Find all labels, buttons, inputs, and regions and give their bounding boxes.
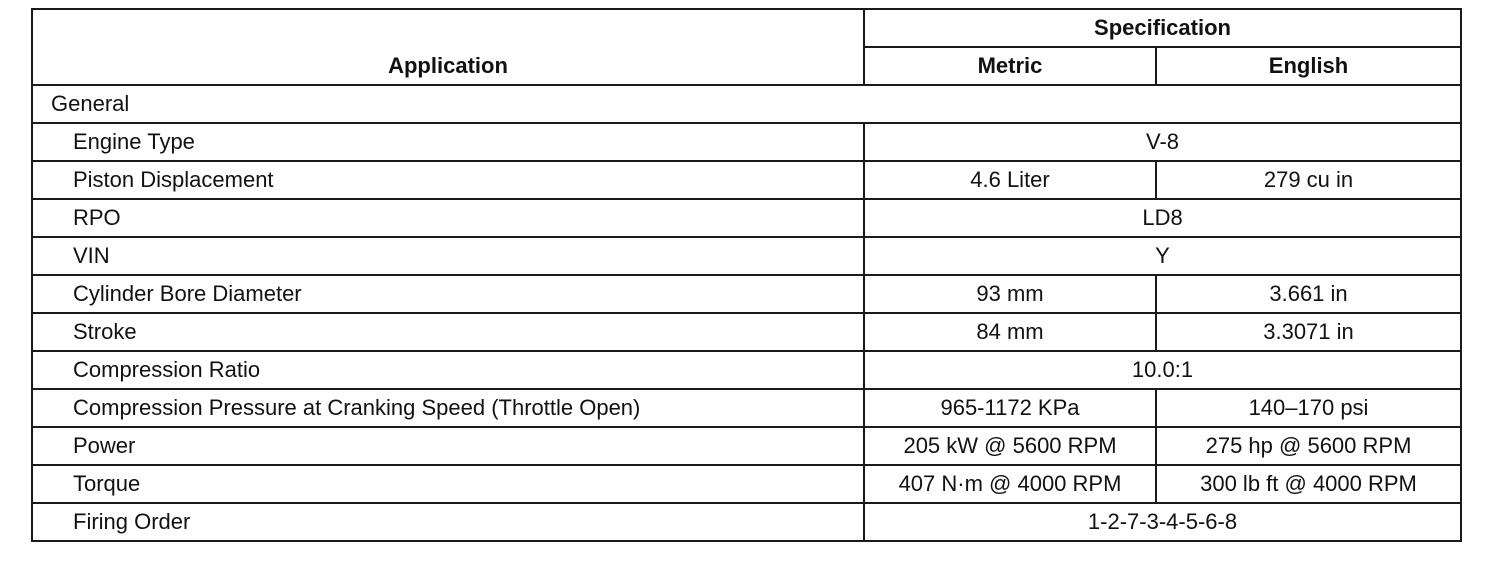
table-row	[32, 313, 1461, 351]
metric-value: 93 mm	[864, 275, 1156, 313]
english-value: 3.661 in	[1156, 275, 1461, 313]
row-label: Firing Order	[32, 503, 864, 541]
specification-header: Specification	[864, 9, 1461, 47]
row-label: RPO	[32, 199, 864, 237]
english-header: English	[1156, 47, 1461, 85]
english-value: 3.3071 in	[1156, 313, 1461, 351]
metric-header: Metric	[864, 47, 1156, 85]
combined-value: LD8	[864, 199, 1461, 237]
engine-specification-table	[31, 8, 1462, 542]
english-value: 300 lb ft @ 4000 RPM	[1156, 465, 1461, 503]
table-row	[32, 503, 1461, 541]
table-row	[32, 465, 1461, 503]
metric-value: 965-1172 KPa	[864, 389, 1156, 427]
table-row	[32, 123, 1461, 161]
row-label: Stroke	[32, 313, 864, 351]
row-label: Power	[32, 427, 864, 465]
metric-value: 4.6 Liter	[864, 161, 1156, 199]
row-label: Cylinder Bore Diameter	[32, 275, 864, 313]
table-row	[32, 275, 1461, 313]
row-label: Compression Ratio	[32, 351, 864, 389]
combined-value: Y	[864, 237, 1461, 275]
english-value: 279 cu in	[1156, 161, 1461, 199]
table-row	[32, 161, 1461, 199]
application-header: Application	[32, 9, 864, 85]
combined-value: 1-2-7-3-4-5-6-8	[864, 503, 1461, 541]
section-label-general: General	[32, 85, 1461, 123]
english-value: 140–170 psi	[1156, 389, 1461, 427]
table-row	[32, 237, 1461, 275]
row-label: Engine Type	[32, 123, 864, 161]
combined-value: V-8	[864, 123, 1461, 161]
row-label: Compression Pressure at Cranking Speed (Throttle Open)	[32, 389, 864, 427]
metric-value: 84 mm	[864, 313, 1156, 351]
row-label: VIN	[32, 237, 864, 275]
table-row	[32, 199, 1461, 237]
combined-value: 10.0:1	[864, 351, 1461, 389]
header-row-top	[32, 9, 1461, 47]
row-label: Torque	[32, 465, 864, 503]
metric-value: 407 N·m @ 4000 RPM	[864, 465, 1156, 503]
table-row	[32, 351, 1461, 389]
section-row-general	[32, 85, 1461, 123]
metric-value: 205 kW @ 5600 RPM	[864, 427, 1156, 465]
table-row	[32, 389, 1461, 427]
table-row	[32, 427, 1461, 465]
row-label: Piston Displacement	[32, 161, 864, 199]
english-value: 275 hp @ 5600 RPM	[1156, 427, 1461, 465]
